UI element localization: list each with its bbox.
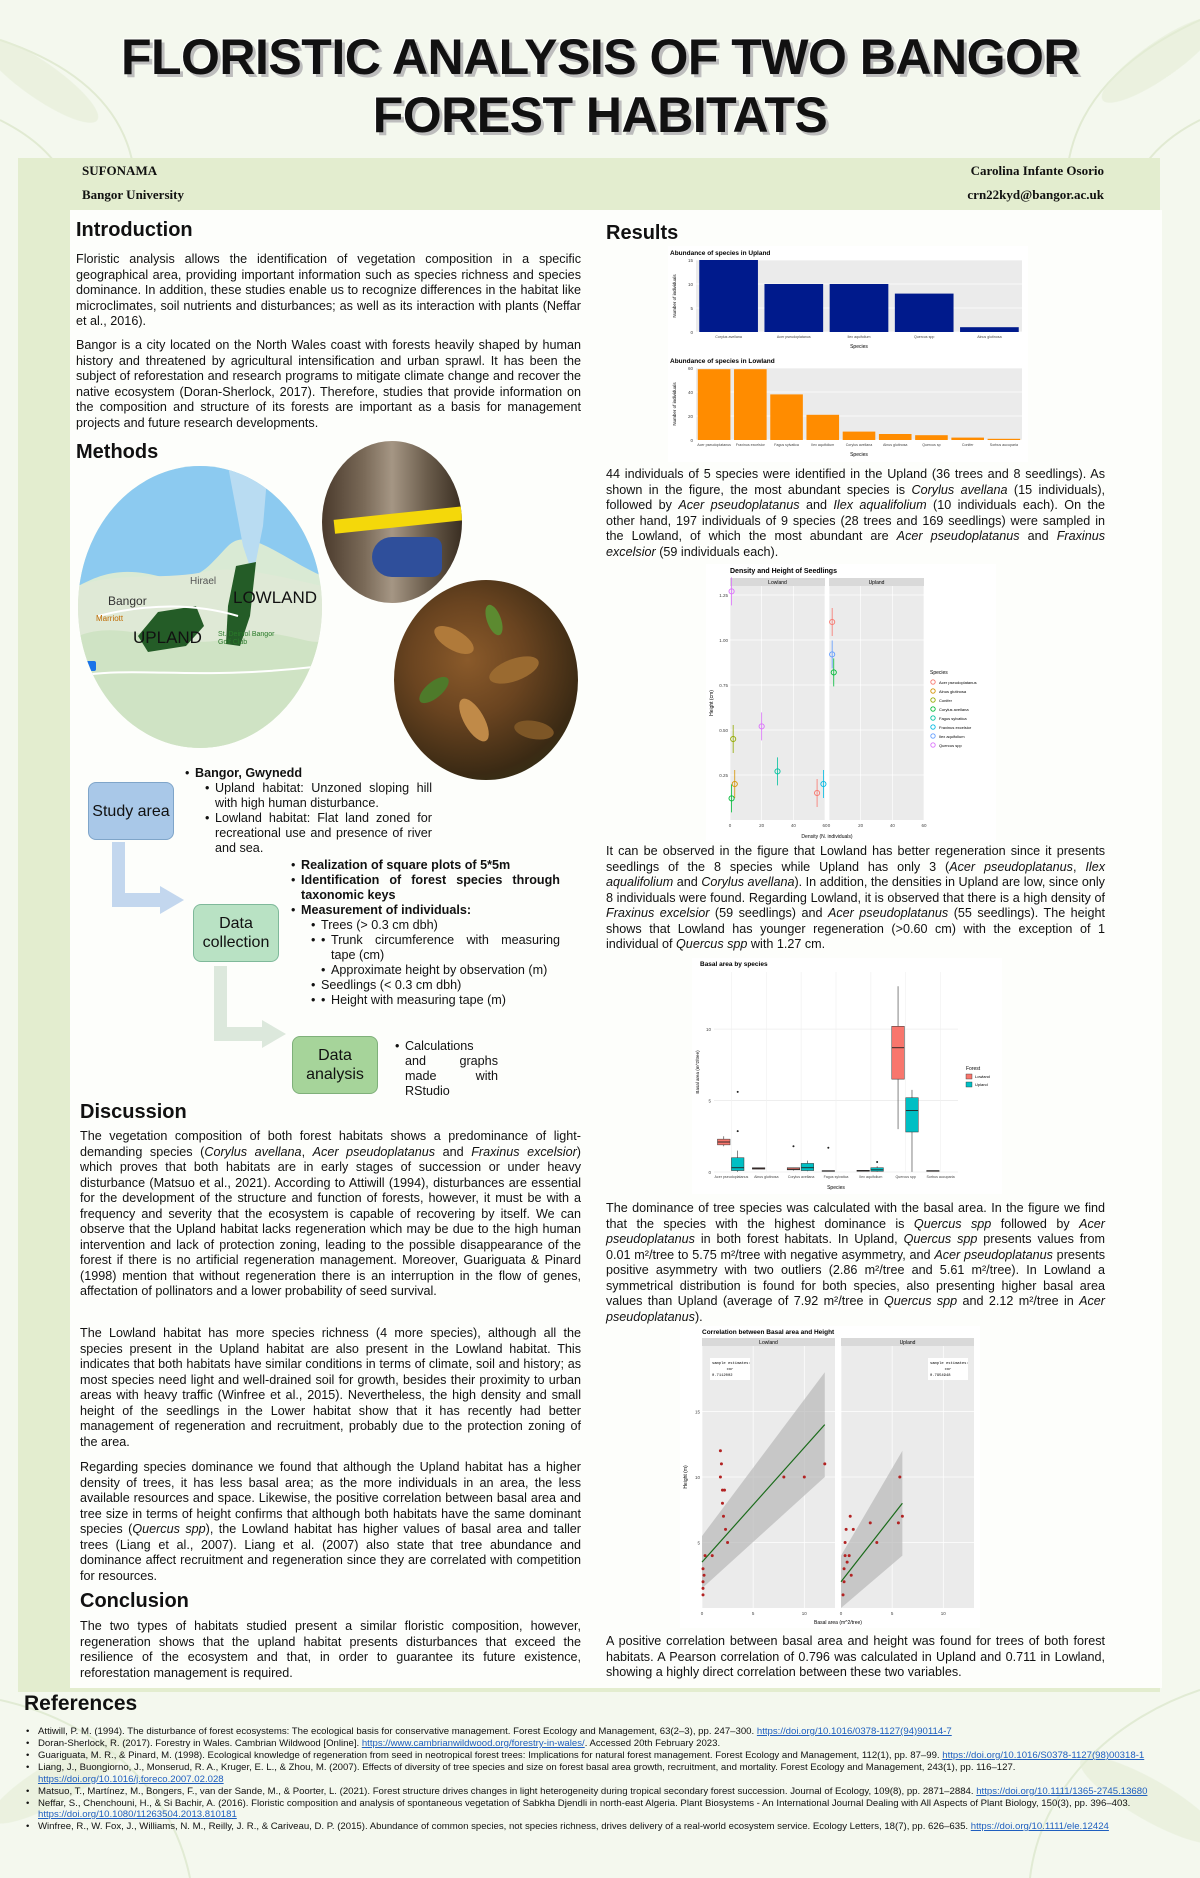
legend-label: Ilex aquifolium	[939, 734, 965, 739]
collection-seedlings: • Seedlings (< 0.3 cm dbh)	[311, 978, 560, 993]
collection-t1: • • Trunk circumference with measuring tape (cm)	[321, 933, 560, 963]
y-tick-label: 15	[694, 1409, 700, 1415]
discussion-paragraph-1: The vegetation composition of both forest habitats shows a predominance of light-demanding species (Corylus avellana, Acer pseudoplatanus and Fraxinus excelsior) which proves that both habitats are in early stages of succession or under heavy disturbance (Matsuo et al., 2021). According to Attiwill (1994), disturbances are essential for the development of the structure and function of forests, however, it must be with a frequency and severity that the ecosystem is capable of recovering by itself. We can observe that the Upland habitat lacks regeneration which may be due to the high human intervention and lack of protection zoning, leading to the possible disappearance of the forest if there is no artificial regeneration management. Moreover, Guariguata & Pinard (1998) mention that without regeneration there is an interruption in the flow of genes, affectation of pollinators and a lower probability of seed survival.	[80, 1129, 581, 1298]
annotation-text: sample estimates:	[712, 1362, 751, 1366]
title-line-2: FOREST HABITATS	[372, 87, 828, 143]
y-tick-label: 0	[708, 1170, 711, 1175]
bar	[770, 394, 803, 440]
legend-label: Acer pseudoplatanus	[939, 680, 977, 685]
map-label-marriott: Marriott	[96, 614, 124, 623]
x-tick-label: Corylus avellana	[845, 443, 873, 447]
map-label-bangor: Bangor	[108, 594, 147, 608]
x-axis-label: Species	[827, 1185, 845, 1191]
legend-label: Alnus glutinosa	[939, 689, 967, 694]
y-tick-label: 0.50	[719, 728, 728, 733]
box	[801, 1163, 814, 1170]
y-axis-label: Number of individuals	[672, 274, 677, 318]
flow-arrow-2	[214, 966, 290, 1056]
x-tick-label: Fagus sylvatica	[823, 1175, 849, 1179]
x-tick-label: Corylus avellana	[787, 1175, 815, 1179]
results-heading: Results	[606, 222, 679, 244]
legend-label: Upland	[975, 1082, 988, 1087]
results-paragraph-4: A positive correlation between basal area and height was found for trees of both forest habitats. A Pearson correlation of 0.796 was calculated in Upland and 0.711 in Lowland, showing a highly direct correlation between these two variables.	[606, 1634, 1105, 1679]
reference-link[interactable]: https://doi.org/10.1016/0378-1127(94)90114-7	[756, 1726, 952, 1737]
legend-key	[931, 725, 935, 729]
conclusion-paragraph: The two types of habitats studied present a similar floristic composition, however, regeneration shows that the upland habitat presents disturbances that exceed the resilience of the ecosystem and that, in order to guarantee its future existence, reforestation management is required.	[80, 1619, 581, 1680]
y-tick-label: 1.00	[719, 638, 728, 643]
outlier-point	[737, 1091, 739, 1093]
data-point	[849, 1515, 852, 1518]
reference-text: Guariguata, M. R., & Pinard, M. (1998). Ecological knowledge of regeneration from seed in neotropical forest trees: Implications for natural forest management. Forest Ecology and Management, 112(1), pp. 87–99.	[38, 1750, 943, 1761]
legend-title: Species	[930, 670, 948, 676]
data-point	[843, 1580, 846, 1583]
reference-item	[24, 1821, 1174, 1833]
legend-key	[931, 707, 935, 711]
chart-title: Abundance of species in Upland	[670, 250, 771, 257]
reference-item	[24, 1750, 1174, 1762]
data-point	[850, 1574, 853, 1577]
x-tick-label: 60	[921, 823, 927, 828]
outlier-point	[792, 1145, 794, 1147]
bar	[843, 432, 876, 440]
x-tick-label: Sorbus aucuparia	[989, 443, 1018, 447]
bar	[960, 327, 1019, 332]
correlation-chart	[680, 1326, 980, 1628]
y-tick-label: 10	[705, 1027, 711, 1033]
data-point	[845, 1528, 848, 1531]
lowland-abundance-chart	[668, 354, 1028, 462]
data-point	[702, 1587, 705, 1590]
seedling-photo	[394, 580, 578, 780]
data-point	[842, 1593, 845, 1596]
reference-text: Winfree, R., W. Fox, J., Williams, N. M., Reilly, J. R., & Cariveau, D. P. (2015). Abundance of common species, not species richness, drives delivery of a real-world ecosystem service. Ecology Letters, 18(7), pp. 626–635.	[38, 1821, 971, 1832]
collection-b3: Measurement of individuals:	[301, 903, 472, 917]
y-tick-label: 0	[690, 438, 693, 443]
y-tick-label: 0.75	[719, 683, 728, 688]
author-name: Carolina Infante Osorio	[970, 163, 1104, 178]
x-tick-label: 5	[751, 1611, 755, 1616]
chart-title: Abundance of species in Lowland	[670, 358, 775, 365]
data-point	[726, 1541, 729, 1544]
data-point	[823, 1462, 826, 1465]
plot-panel	[829, 586, 924, 820]
collection-s1: • • Height with measuring tape (m)	[321, 993, 560, 1008]
bar	[830, 284, 889, 332]
data-point	[719, 1476, 722, 1479]
references-list	[24, 1726, 1174, 1833]
x-tick-label: 5	[890, 1611, 894, 1616]
reference-text: Attiwill, P. M. (1994). The disturbance of forest ecosystems: The ecological basis for conservative management. Forest Ecology and Management, 63(2–3), pp. 247–300.	[38, 1726, 757, 1737]
box	[731, 1158, 744, 1171]
chart-title: Density and Height of Seedlings	[730, 568, 837, 575]
study-area-title: Bangor, Gwynedd	[195, 766, 303, 780]
reference-link[interactable]: https://doi.org/10.1111/1365-2745.13680	[976, 1785, 1148, 1797]
references-heading: References	[24, 1692, 138, 1715]
x-tick-label: 40	[889, 823, 895, 828]
data-point	[846, 1561, 849, 1564]
y-tick-label: 5	[708, 1098, 711, 1104]
annotation-text: 0.7112002	[712, 1374, 733, 1378]
annotation-text: cor	[726, 1368, 734, 1372]
reference-link[interactable]: https://doi.org/10.1016/S0378-1127(98)00318-1	[942, 1750, 1145, 1761]
y-tick-label: 10	[687, 282, 693, 287]
seedling-density-chart	[706, 564, 996, 842]
bar	[915, 435, 948, 440]
data-collection-list	[291, 858, 560, 1008]
conclusion-heading: Conclusion	[80, 1590, 189, 1612]
x-tick-label: Alnus glutinosa	[754, 1175, 779, 1179]
legend-key	[931, 716, 935, 720]
reference-text: Doran-Sherlock, R. (2017). Forestry in Wales. Cambrian Wildwood [Online].	[38, 1738, 362, 1749]
data-point	[844, 1554, 847, 1557]
poster-title	[40, 28, 1160, 144]
bar	[895, 294, 954, 332]
references-section	[24, 1692, 1174, 1833]
data-point	[875, 1541, 878, 1544]
data-point	[898, 1476, 901, 1479]
reference-item	[24, 1738, 1174, 1750]
discussion-paragraph-3: Regarding species dominance we found that although the Upland habitat has a higher density of trees, it has less basal area; as the more individuals in an area, the less available resources and space. Likewise, the positive correlation between basal area and tree size in terms of height confirms that although both habitats have the same dominant species (Quercus spp), the Lowland habitat has higher values of basal area and taller trees (Liang et al., 2007). Liang et al. (2007) also state that tree abundance and dominance affect recruitment and regeneration since they are correlated with competition for resources.	[80, 1460, 581, 1583]
map-pin-icon	[86, 661, 96, 671]
x-tick-label: 10	[801, 1611, 807, 1616]
bar	[951, 438, 984, 440]
x-tick-label: 60	[822, 823, 828, 828]
intro-paragraph-1: Floristic analysis allows the identification of vegetation composition in a specific geographical area, providing important information such as species richness and species dominance. In addition, these studies enable us to recognize differences in the habitat like microclimates, soil nutrients and disturbances; as well as its interaction with plants (Neffar et al., 2016).	[76, 252, 581, 328]
x-tick-label: Acer pseudoplatanus	[697, 443, 731, 447]
bar	[698, 369, 731, 440]
bar	[699, 260, 758, 332]
y-axis-label: Height (cm)	[709, 690, 715, 716]
measuring-tape-graphic	[334, 506, 462, 534]
facet-label: Upland	[868, 580, 885, 586]
study-area-box: Study area	[88, 782, 174, 840]
y-axis-label: Basal area (m^2/tree)	[695, 1050, 700, 1094]
x-tick-label: 20	[759, 823, 765, 828]
bar	[764, 284, 823, 332]
x-tick-label: 0	[839, 1611, 843, 1616]
intro-paragraph-2: Bangor is a city located on the North Wales coast with forests heavily shaped by human history and threatened by agricultural intensification and urban sprawl. It has been the subject of reforestation and research programs to mitigate climate change and recover the native ecosystem (Doran-Sherlock, 2017). Therefore, studies that provide information on the composition and structure of its forests are important as a basis for management projects and future research developments.	[76, 338, 581, 430]
discussion-heading: Discussion	[80, 1101, 187, 1123]
discussion-paragraph-2: The Lowland habitat has more species richness (4 more species), although all the species present in the Upland habitat are also present in the Lowland habitat. This indicates that both habitats have similar conditions in terms of climate, soil and history; as most species need light and well-drained soil for growth, besides their proximity to urban areas with heavy traffic (Winfree et al., 2015). Nevertheless, the high density and small height of the seedlings in the Lower habitat show that it has recently had better management of regeneration and recruitment, probably due to the protection zoning of the area.	[80, 1326, 581, 1449]
title-line-1: FLORISTIC ANALYSIS OF TWO BANGOR	[120, 29, 1080, 85]
x-axis-label: Species	[850, 452, 868, 458]
basal-area-chart	[692, 958, 1002, 1194]
reference-link[interactable]: https://doi.org/10.1016/j.foreco.2007.02.028	[38, 1773, 224, 1785]
study-area-list	[185, 766, 432, 856]
map-label-golf: St. Deiniol Bangor Golf Club	[218, 631, 275, 646]
reference-item	[24, 1786, 1174, 1798]
study-area-map	[78, 466, 322, 748]
legend-key	[931, 680, 935, 684]
x-tick-label: Fagus sylvatica	[774, 443, 799, 447]
y-tick-label: 0	[690, 330, 693, 335]
university-name: Bangor University	[82, 187, 184, 202]
x-tick-label: Alnus glutinosa	[977, 335, 1002, 339]
annotation-text: cor	[944, 1368, 952, 1372]
bar	[988, 439, 1021, 440]
collection-b2: Identification of forest species through taxonomic keys	[301, 873, 560, 902]
legend-key	[966, 1082, 972, 1087]
chart-title: Basal area by species	[700, 961, 768, 968]
facet-label: Lowland	[759, 1340, 778, 1346]
legend-label: Corylus avellana	[939, 707, 969, 712]
data-point	[703, 1574, 706, 1577]
data-point	[719, 1449, 722, 1452]
x-axis-label: Species	[850, 344, 868, 350]
y-axis-label: Number of individuals	[672, 382, 677, 426]
map-label-hirael: Hirael	[190, 576, 217, 587]
data-point	[722, 1515, 725, 1518]
study-lowland: • Lowland habitat: Flat land zoned for recreational use and presence of river and sea.	[205, 811, 432, 856]
legend-title: Forest	[966, 1066, 981, 1072]
methods-heading: Methods	[76, 441, 159, 463]
collection-t2: • Approximate height by observation (m)	[321, 963, 560, 978]
bar	[806, 415, 839, 440]
data-point	[852, 1528, 855, 1531]
y-tick-label: 1.25	[719, 593, 728, 598]
data-analysis-box: Data analysis	[292, 1036, 378, 1094]
data-analysis-list	[395, 1039, 498, 1099]
reference-suffix: . Accessed 20th February 2023.	[584, 1738, 721, 1749]
y-tick-label: 0.25	[719, 773, 728, 778]
collection-trees: • Trees (> 0.3 cm dbh)	[311, 918, 560, 933]
y-tick-label: 60	[687, 366, 693, 371]
data-point	[848, 1554, 851, 1557]
reference-text: Liang, J., Buongiorno, J., Monserud, R. A., Kruger, E. L., & Zhou, M. (2007). Effects of diversity of tree species and size on forest basal area growth, recruitment, and mortality. Forest Ecology and Management, 243(1), pp. 116–127.	[38, 1762, 1016, 1773]
x-tick-label: Fraxinus excelsior	[735, 443, 765, 447]
results-paragraph-1: 44 individuals of 5 species were identified in the Upland (36 trees and 8 seedlings). As shown in the figure, the most abundant species is Corylus avellana (15 individuals), followed by Acer pseudoplatanus and Ilex aqualifolium (10 individuals each). On the other hand, 197 individuals of 9 species (28 trees and 169 seedlings) were sampled in the Lowland, of which the most abundant are Acer pseudoplatanus and Fraxinus excelsior (59 individuals each).	[606, 467, 1106, 559]
reference-link[interactable]: https://doi.org/10.1080/11263504.2013.810181	[38, 1809, 237, 1820]
data-point	[897, 1521, 900, 1524]
legend-key	[931, 743, 935, 747]
box	[892, 1026, 905, 1079]
reference-text: Matsuo, T., Martínez, M., Bongers, F., van der Sande, M., & Poorter, L. (2021). Forest structure drives changes in light heterogeneity during tropical secondary forest succession. Journal of Ecology, 109(8), pp. 2871–2884.	[38, 1785, 977, 1797]
org-name: SUFONAMA	[82, 163, 158, 178]
results-paragraph-3: The dominance of tree species was calculated with the basal area. In the figure we find that the species with the highest dominance is Quercus spp followed by Acer pseudoplatanus in both forest habitats. In Upland, Quercus spp presents values from 0.01 m²/tree to 5.75 m²/tree with negative asymmetry, and Acer pseudoplatanus presents positive asymmetry with two outliers (2.86 m²/tree and 5.61 m²/tree). In Lowland a symmetrical distribution is found for both species, also presenting higher basal area values than Upland (average of 7.92 m²/tree in Quercus spp and 2.12 m²/tree in Acer pseudoplatanus).	[606, 1201, 1105, 1324]
annotation-text: sample estimates:	[930, 1362, 969, 1366]
facet-label: Upland	[899, 1340, 916, 1346]
results-paragraph-2: It can be observed in the figure that Lowland has better regeneration since it presents seedlings of the 8 species while Upland has only 3 (Acer pseudoplatanus, Ilex aqualifolium and Corylus avellana). In addition, the densities in Upland are low, since only 8 individuals were found. Regarding Lowland, it is observed that there is a high density of Fraxinus excelsior (59 seedlings) and Acer pseudoplatanus (55 seedlings). The height shows that Lowland has younger regeneration (>0.60 cm) with the exception of 1 individual of Quercus spp with 1.27 cm.	[606, 844, 1106, 951]
y-tick-label: 5	[697, 1540, 700, 1546]
data-point	[844, 1541, 847, 1544]
analysis-text: • Calculations and graphs made with RStudio	[395, 1039, 498, 1099]
x-tick-label: Conifer	[961, 443, 974, 447]
reference-link[interactable]: https://www.cambrianwildwood.org/forestry-in-wales/	[361, 1738, 585, 1749]
x-axis-label: Density (N. individuals)	[801, 834, 853, 840]
x-tick-label: 20	[858, 823, 864, 828]
x-tick-label: Acer pseudoplatanus	[776, 335, 811, 339]
data-point	[723, 1489, 726, 1492]
legend-key	[966, 1074, 972, 1079]
study-upland: • Upland habitat: Unzoned sloping hill with high human disturbance.	[205, 781, 432, 811]
introduction-heading: Introduction	[76, 219, 193, 241]
box	[906, 1098, 919, 1132]
data-point	[843, 1567, 846, 1570]
data-point	[901, 1515, 904, 1518]
x-tick-label: Ilex aquifolium	[847, 335, 871, 339]
map-label-lowland: LOWLAND	[233, 588, 318, 607]
annotation-text: 0.7954948	[930, 1374, 951, 1378]
legend-key	[931, 734, 935, 738]
facet-label: Lowland	[768, 580, 787, 586]
y-tick-label: 20	[687, 414, 693, 419]
outlier-point	[876, 1161, 878, 1163]
x-tick-label: Ilex aquifolium	[811, 443, 835, 447]
x-tick-label: 40	[790, 823, 796, 828]
x-tick-label: Quercus spp	[895, 1175, 916, 1179]
x-tick-label: Quercus spp	[914, 335, 935, 339]
legend-label: Fraxinus excelsior	[939, 725, 972, 730]
x-tick-label: 0	[700, 1611, 704, 1616]
reference-item	[24, 1798, 1174, 1821]
tree-measurement-photo	[322, 441, 462, 603]
y-tick-label: 10	[694, 1475, 700, 1480]
data-point	[721, 1502, 724, 1505]
leaf-litter-graphic	[394, 580, 578, 780]
y-axis-label: Height (m)	[683, 1465, 689, 1489]
x-tick-label: Quercus sp	[922, 443, 941, 447]
x-tick-label: Acer pseudoplatanus	[714, 1175, 749, 1179]
x-tick-label: Alnus glutinosa	[883, 443, 908, 447]
reference-item	[24, 1762, 1174, 1785]
y-tick-label: 15	[687, 258, 693, 263]
data-point	[711, 1554, 714, 1557]
data-collection-box: Data collection	[193, 904, 279, 962]
collection-b1: Realization of square plots of 5*5m	[301, 858, 511, 872]
legend-key	[931, 689, 935, 693]
data-point	[702, 1593, 705, 1596]
legend-label: Conifer	[939, 698, 952, 703]
chart-title: Correlation between Basal area and Height	[702, 1329, 835, 1336]
x-tick-label: Sorbus aucuparia	[926, 1175, 955, 1179]
x-tick-label: Corylus avellana	[715, 335, 742, 339]
x-tick-label: 10	[940, 1611, 946, 1616]
flow-arrow-1	[112, 842, 188, 922]
x-tick-label: 0	[728, 823, 732, 828]
data-point	[869, 1521, 872, 1524]
legend-key	[931, 698, 935, 702]
map-label-upland: UPLAND	[133, 628, 202, 647]
data-point	[803, 1476, 806, 1479]
reference-item	[24, 1726, 1174, 1738]
legend-label: Fagus sylvatica	[939, 716, 967, 721]
outlier-point	[827, 1147, 829, 1149]
data-point	[782, 1476, 785, 1479]
data-point	[724, 1528, 727, 1531]
upland-abundance-chart	[668, 246, 1028, 354]
bar	[734, 369, 767, 440]
x-axis-label: Basal area (m^2/tree)	[814, 1620, 862, 1626]
x-tick-label: Ilex aquifolium	[859, 1175, 883, 1179]
data-point	[702, 1567, 705, 1570]
legend-label: Lowland	[975, 1074, 990, 1079]
reference-link[interactable]: https://doi.org/10.1111/ele.12424	[970, 1821, 1109, 1832]
y-tick-label: 5	[690, 306, 693, 311]
data-point	[720, 1462, 723, 1465]
data-point	[702, 1580, 705, 1583]
outlier-point	[737, 1130, 739, 1132]
author-email: crn22kyd@bangor.ac.uk	[967, 187, 1104, 202]
legend-label: Quercus spp	[939, 743, 962, 748]
reference-text: Neffar, S., Chenchouni, H., & Si Bachir, A. (2016). Floristic composition and analysis of spontaneous vegetation of Sabkha Djendli in north-east Algeria. Plant Biosystems - An International Journal Dealing with All Aspects of Plant Biology, 150(3), pp. 396–403.	[38, 1797, 1131, 1809]
bar	[879, 434, 912, 440]
y-tick-label: 40	[687, 390, 693, 395]
hand-graphic	[372, 537, 442, 577]
data-point	[704, 1554, 707, 1557]
x-tick-label: 0	[827, 823, 831, 828]
